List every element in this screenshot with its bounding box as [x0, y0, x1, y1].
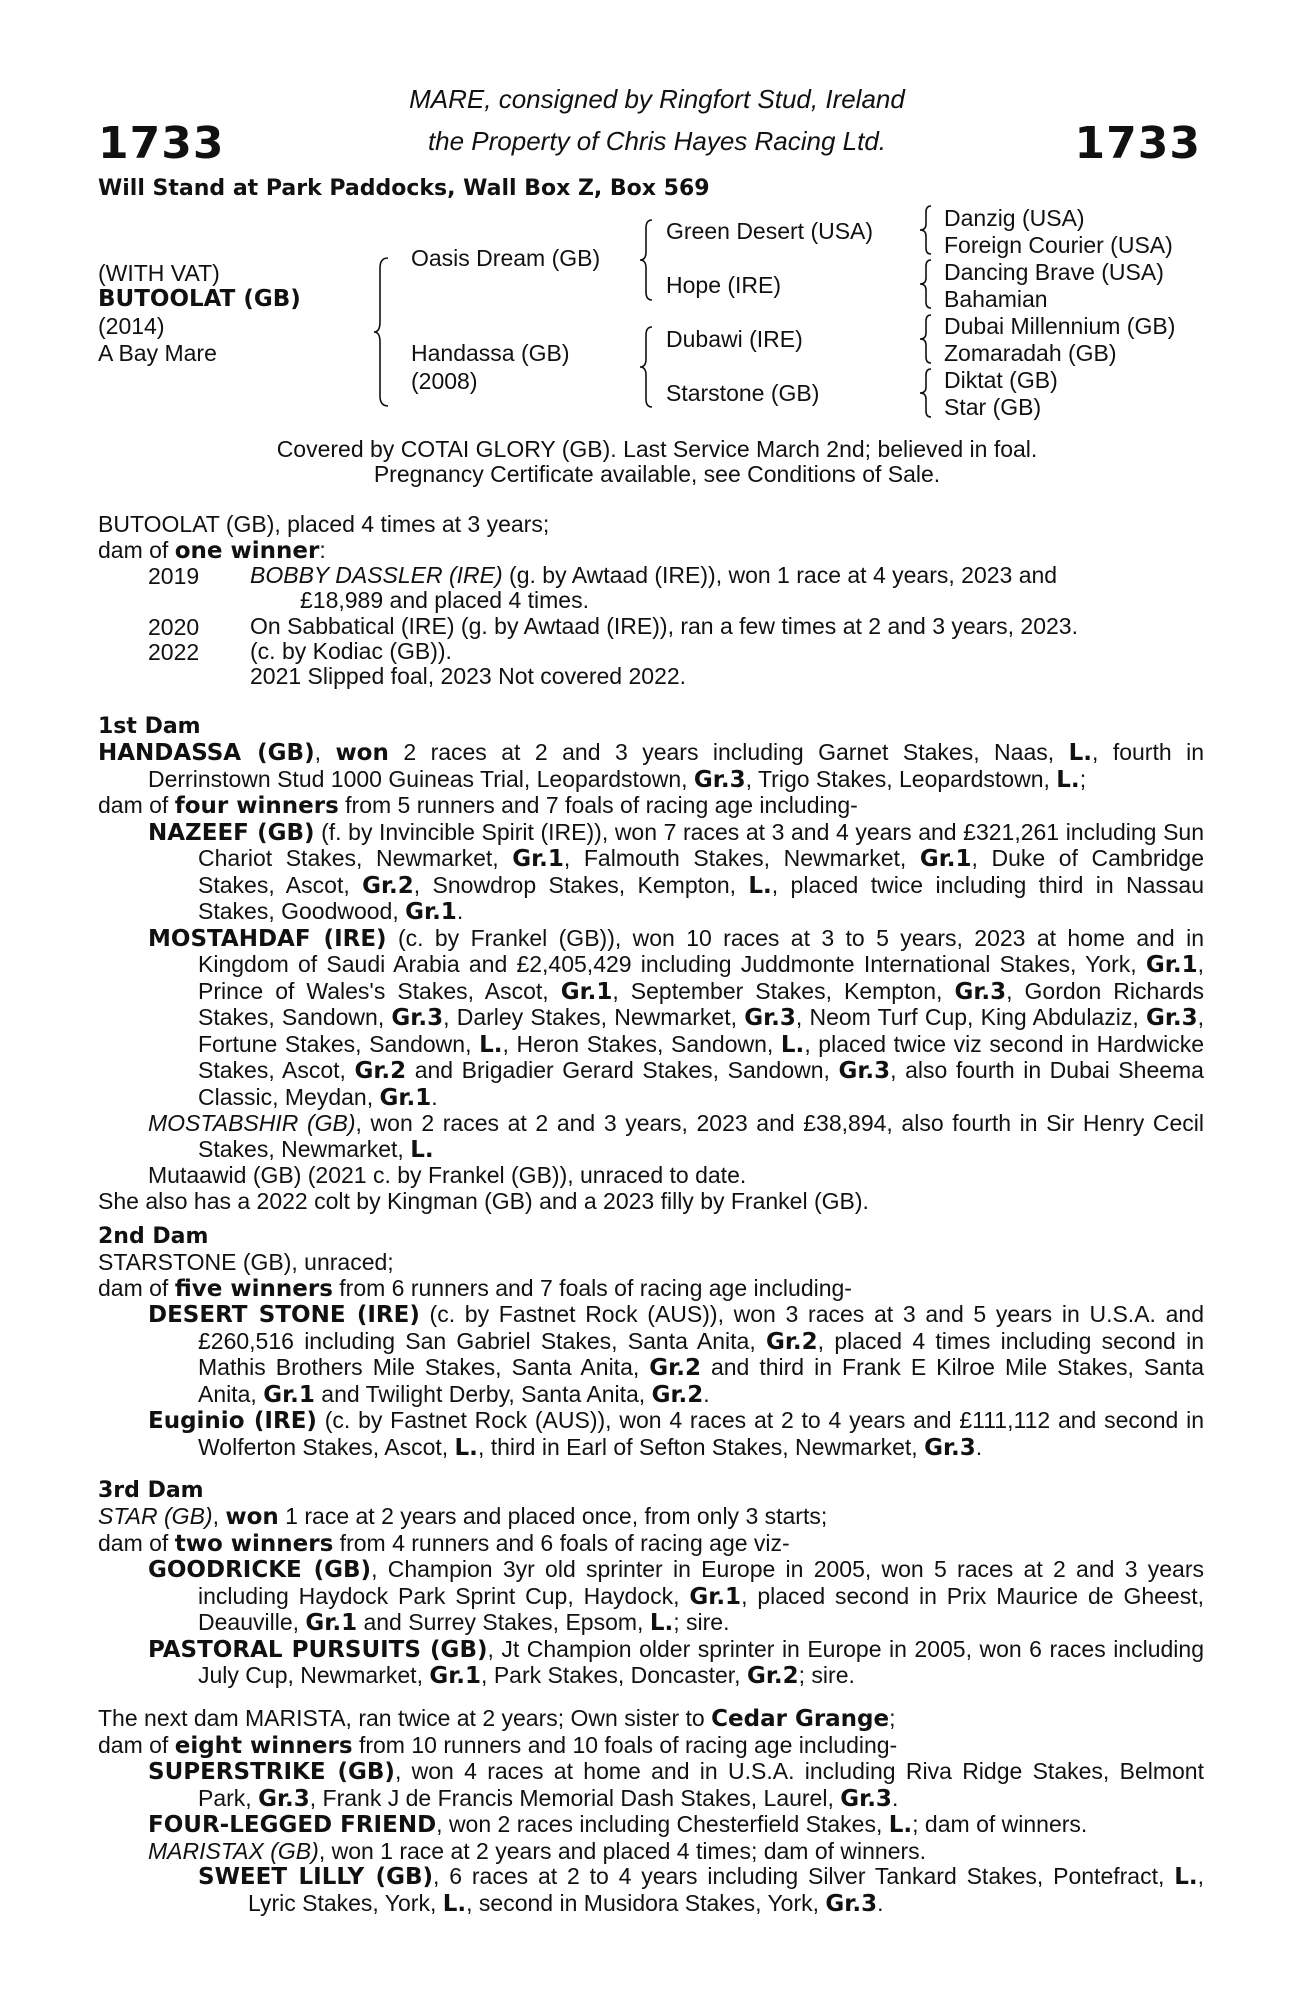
mostabshir-entry: MOSTABSHIR (GB), won 2 races at 2 and 3 years, 2023 and £38,894, also fourth in Sir Henry Cecil Stakes, Newmarket, L. [148, 1110, 1204, 1163]
second-dam-title: 2nd Dam [98, 1224, 209, 1249]
second-dam-dam-of: dam of five winners from 6 runners and 7 foals of racing age including- [98, 1274, 852, 1302]
next-dam-dam-of: dam of eight winners from 10 runners and 10 foals of racing age including- [98, 1731, 898, 1759]
ancestor-foreign-courier: Foreign Courier (USA) [944, 232, 1173, 258]
first-dam-section [98, 740, 1204, 1214]
third-dam-section [98, 1504, 1204, 1690]
produce-year-2019: 2019 [148, 563, 200, 589]
lot-number-left: 1733 [98, 118, 225, 169]
produce-entry-2019: BOBBY DASSLER (IRE) (g. by Awtaad (IRE)), won 1 race at 4 years, 2023 and [250, 562, 1058, 588]
sire-name: Oasis Dream (GB) [411, 245, 601, 271]
ancestor-zomaradah: Zomaradah (GB) [944, 340, 1117, 366]
pedigree-bracket-main [372, 256, 392, 408]
dam-year: (2008) [411, 368, 478, 394]
maristax-entry: MARISTAX (GB), won 1 race at 2 years and placed 4 times; dam of winners. [148, 1837, 927, 1864]
second-dam-section [98, 1250, 1204, 1461]
first-dam-title: 1st Dam [98, 714, 201, 739]
produce-intro-text: BUTOOLAT (GB), placed 4 times at 3 years; [98, 511, 550, 537]
third-dam-dam-of: dam of two winners from 4 runners and 6 foals of racing age viz- [98, 1529, 790, 1557]
pastoral-pursuits-entry: PASTORAL PURSUITS (GB), Jt Champion older sprinter in Europe in 2005, won 6 races including July Cup, Newmarket, Gr.1, Park Stakes, Doncaster, Gr.2; sire. [148, 1635, 1204, 1689]
lot-number-right: 1733 [1074, 118, 1201, 169]
sire-sire-name: Green Desert (USA) [666, 218, 874, 244]
second-dam-intro: STARSTONE (GB), unraced; [98, 1249, 394, 1275]
first-dam-record: HANDASSA (GB), won 2 races at 2 and 3 years including Garnet Stakes, Naas, L., fourth in Derrinstown Stud 1000 Guineas Trial, Leopardstown, Gr.3, Trigo Stakes, Leopardstown, L.; [98, 739, 1204, 793]
produce-entry-2019-cont: £18,989 and placed 4 times. [300, 587, 589, 613]
horse-name: BUTOOLAT (GB) [98, 286, 301, 312]
pedigree-bracket-sire [638, 218, 656, 302]
ancestor-dubai-millennium: Dubai Millennium (GB) [944, 313, 1176, 339]
first-dam-dam-of: dam of four winners from 5 runners and 7 foals of racing age including- [98, 792, 858, 819]
ancestor-bahamian: Bahamian [944, 286, 1048, 312]
produce-dam-of: dam of one winner: [98, 536, 326, 564]
produce-entry-2020: On Sabbatical (IRE) (g. by Awtaad (IRE)), ran a few times at 2 and 3 years, 2023. [250, 613, 1078, 639]
produce-note: 2021 Slipped foal, 2023 Not covered 2022. [250, 663, 687, 689]
mutaawid-entry: Mutaawid (GB) (2021 c. by Frankel (GB)), unraced to date. [148, 1162, 747, 1188]
produce-intro [98, 512, 1204, 564]
desert-stone-entry: DESERT STONE (IRE) (c. by Fastnet Rock (AUS)), won 3 races at 3 and 5 years in U.S.A. and £260,516 including San Gabriel Stakes, Santa Anita, Gr.2, placed 4 times including second in Mathis Brothers Mile Stakes, Santa Anita, Gr.2 and third in Frank E Kilroe Mile Stakes, Santa Anita, Gr.1 and Twilight Derby, Santa Anita, Gr.2. [148, 1301, 1205, 1408]
superstrike-entry: SUPERSTRIKE (GB), won 4 races at home and in U.S.A. including Riva Ridge Stakes, Belmont Park, Gr.3, Frank J de Francis Memorial Dash Stakes, Laurel, Gr.3. [148, 1758, 1204, 1812]
covered-line: Covered by COTAI GLORY (GB). Last Service March 2nd; believed in foal. [276, 436, 1038, 462]
ancestor-star: Star (GB) [944, 394, 1042, 420]
produce-year-2020: 2020 [148, 614, 200, 640]
ancestor-danzig: Danzig (USA) [944, 205, 1085, 231]
dam-name: Handassa (GB) [411, 340, 570, 366]
ancestor-diktat: Diktat (GB) [944, 367, 1058, 393]
pedigree-bracket-g2 [918, 258, 934, 310]
next-dam-section [98, 1706, 1204, 1917]
next-dam-intro: The next dam MARISTA, ran twice at 2 years; Own sister to Cedar Grange; [98, 1705, 896, 1732]
produce-entry-2022: (c. by Kodiac (GB)). [250, 638, 452, 664]
vat-label: (WITH VAT) [98, 260, 220, 286]
pedigree-bracket-g4 [918, 367, 934, 419]
produce-year-2022: 2022 [148, 639, 200, 665]
third-dam-title: 3rd Dam [98, 1478, 204, 1503]
pregnancy-line: Pregnancy Certificate available, see Conditions of Sale. [373, 461, 941, 487]
euginio-entry: Euginio (IRE) (c. by Fastnet Rock (AUS)), won 4 races at 2 to 4 years and £111,112 and second in Wolferton Stakes, Ascot, L., third in Earl of Sefton Stakes, Newmarket, Gr.3. [148, 1407, 1204, 1461]
ancestor-dancing-brave: Dancing Brave (USA) [944, 259, 1164, 285]
pedigree-bracket-dam [638, 325, 656, 409]
property-line: the Property of Chris Hayes Racing Ltd. [427, 126, 887, 156]
four-legged-friend-entry: FOUR-LEGGED FRIEND, won 2 races including Chesterfield Stakes, L.; dam of winners. [148, 1811, 1088, 1838]
mostahdaf-entry: MOSTAHDAF (IRE) (c. by Frankel (GB)), won 10 races at 3 to 5 years, 2023 at home and in Kingdom of Saudi Arabia and £2,405,429 including Juddmonte International Stakes, York, Gr.1, Prince of Wales's Stakes, Ascot, Gr.1, September Stakes, Kempton, Gr.3, Gordon Richards Stakes, Sandown, Gr.3, Darley Stakes, Newmarket, Gr.3, Neom Turf Cup, King Abdulaziz, Gr.3, Fortune Stakes, Sandown, L., Heron Stakes, Sandown, L., placed twice viz second in Hardwicke Stakes, Ascot, Gr.2 and Brigadier Gerard Stakes, Sandown, Gr.3, also fourth in Dubai Sheema Classic, Meydan, Gr.1. [148, 924, 1205, 1111]
pedigree-bracket-g3 [918, 313, 934, 365]
goodricke-entry: GOODRICKE (GB), Champion 3yr old sprinter in Europe in 2005, won 5 races at 2 and 3 years including Haydock Park Sprint Cup, Haydock, Gr.1, placed second in Prix Maurice de Gheest, Deauville, Gr.1 and Surrey Stakes, Epsom, L.; sire. [148, 1556, 1204, 1636]
pedigree-bracket-g1 [918, 204, 934, 256]
horse-description: A Bay Mare [98, 340, 217, 366]
nazeef-entry: NAZEEF (GB) (f. by Invincible Spirit (IRE)), won 7 races at 3 and 4 years and £321,261 including Sun Chariot Stakes, Newmarket, Gr.1, Falmouth Stakes, Newmarket, Gr.1, Duke of Cambridge Stakes, Ascot, Gr.2, Snowdrop Stakes, Kempton, L., placed twice including third in Nassau Stakes, Goodwood, Gr.1. [148, 818, 1204, 925]
stand-location: Will Stand at Park Paddocks, Wall Box Z, Box 569 [98, 176, 710, 201]
first-dam-also: She also has a 2022 colt by Kingman (GB) and a 2023 filly by Frankel (GB). [98, 1187, 869, 1214]
consignment-line: MARE, consigned by Ringfort Stud, Ireland [409, 84, 905, 114]
dam-dam-name: Starstone (GB) [666, 380, 820, 406]
third-dam-record: STAR (GB), won 1 race at 2 years and placed once, from only 3 starts; [98, 1503, 828, 1530]
dam-sire-name: Dubawi (IRE) [666, 326, 803, 352]
sweet-lilly-entry: SWEET LILLY (GB), 6 races at 2 to 4 years including Silver Tankard Stakes, Pontefract, L., Lyric Stakes, York, L., second in Musidora Stakes, York, Gr.3. [198, 1863, 1204, 1917]
horse-year: (2014) [98, 313, 165, 339]
sire-dam-name: Hope (IRE) [666, 272, 782, 298]
